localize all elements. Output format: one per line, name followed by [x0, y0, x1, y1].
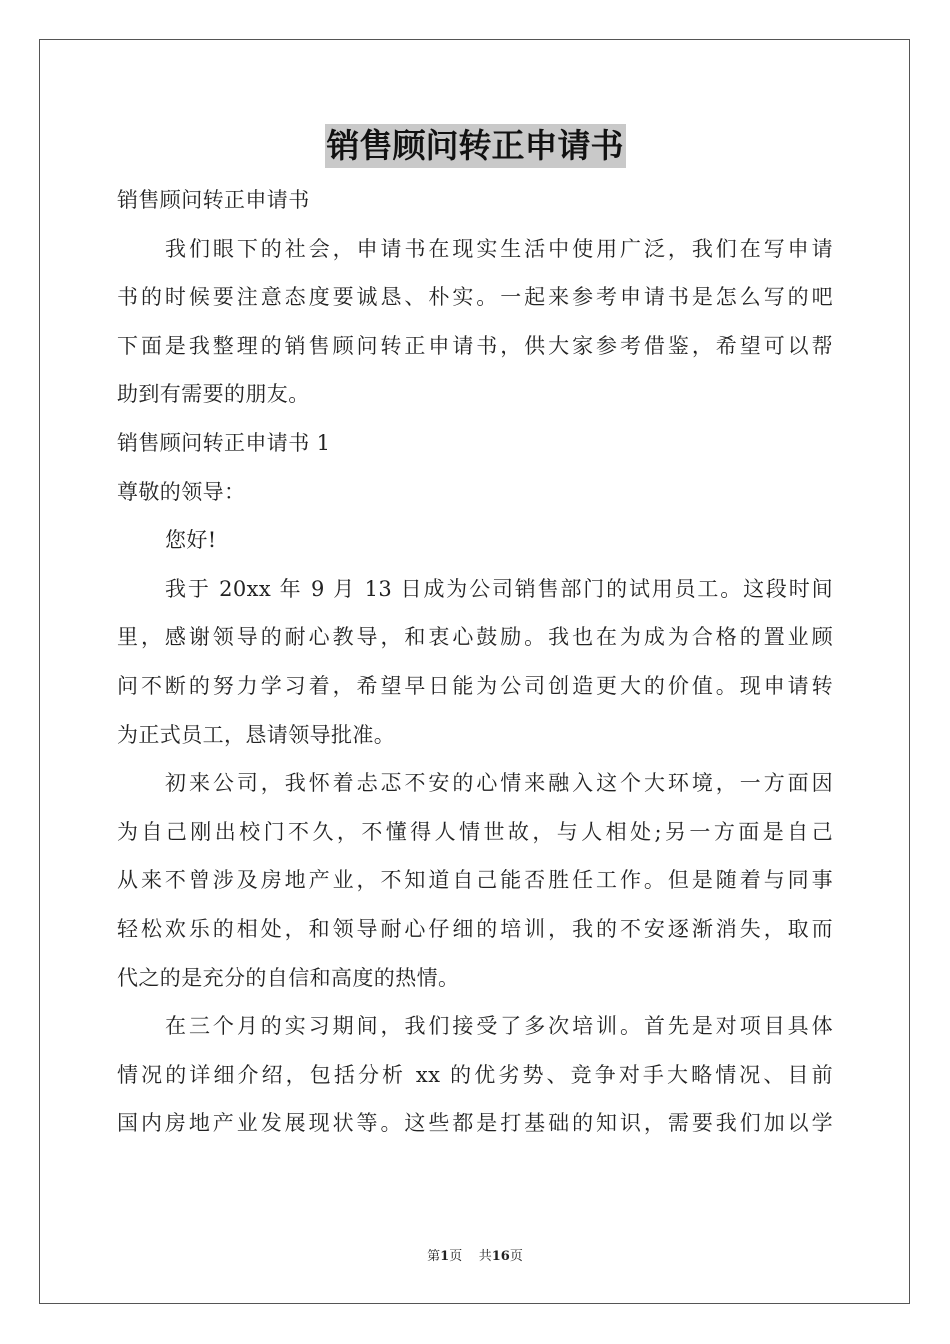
text-line: 里，感谢领导的耐心教导，和衷心鼓励。我也在为成为合格的置业顾: [117, 625, 833, 650]
document-title: 销售顾问转正申请书: [325, 124, 626, 168]
footer-page-suffix: 页: [449, 1249, 463, 1264]
text-line: 问不断的努力学习着，希望早日能为公司创造更大的价值。现申请转: [117, 673, 833, 698]
text-line: 销售顾问转正申请书 1: [117, 430, 331, 455]
text-line: 下面是我整理的销售顾问转正申请书，供大家参考借鉴，希望可以帮: [117, 333, 833, 358]
text-line: 书的时候要注意态度要诚恳、朴实。一起来参考申请书是怎么写的吧: [117, 285, 833, 310]
text-line: 情况的详细介绍，包括分析 xx 的优劣势、竞争对手大略情况、目前: [117, 1062, 833, 1087]
text-line: 尊敬的领导：: [117, 479, 246, 504]
footer-page-prefix: 第: [427, 1249, 441, 1264]
text-line: 在三个月的实习期间，我们接受了多次培训。首先是对项目具体: [165, 1014, 833, 1039]
text-line: 我们眼下的社会，申请书在现实生活中使用广泛，我们在写申请: [165, 236, 833, 261]
text-line: 我于 20xx 年 9 月 13 日成为公司销售部门的试用员工。这段时间: [165, 576, 833, 601]
footer-total-prefix: 共: [478, 1249, 492, 1264]
text-line: 代之的是充分的自信和高度的热情。: [117, 965, 460, 990]
text-line: 初来公司，我怀着忐忑不安的心情来融入这个大环境，一方面因: [165, 771, 833, 796]
footer-total-pages: 16: [491, 1249, 510, 1264]
page-footer: [0, 1245, 950, 1264]
text-line: 助到有需要的朋友。: [117, 382, 310, 407]
text-line: 国内房地产业发展现状等。这些都是打基础的知识，需要我们加以学: [117, 1111, 833, 1136]
text-line: 轻松欢乐的相处，和领导耐心仔细的培训，我的不安逐渐消失，取而: [117, 916, 833, 941]
text-line: 为正式员工，恳请领导批准。: [117, 722, 396, 747]
text-line: 您好!: [165, 528, 217, 553]
title-container: [0, 124, 950, 168]
footer-page-number: 1: [440, 1249, 450, 1264]
text-line: 为自己刚出校门不久，不懂得人情世故，与人相处;另一方面是自己: [117, 819, 833, 844]
document-body: [117, 176, 833, 1148]
text-line: 从来不曾涉及房地产业，不知道自己能否胜任工作。但是随着与同事: [117, 868, 833, 893]
text-line: 销售顾问转正申请书: [117, 188, 310, 212]
footer-total-suffix: 页: [509, 1249, 523, 1264]
